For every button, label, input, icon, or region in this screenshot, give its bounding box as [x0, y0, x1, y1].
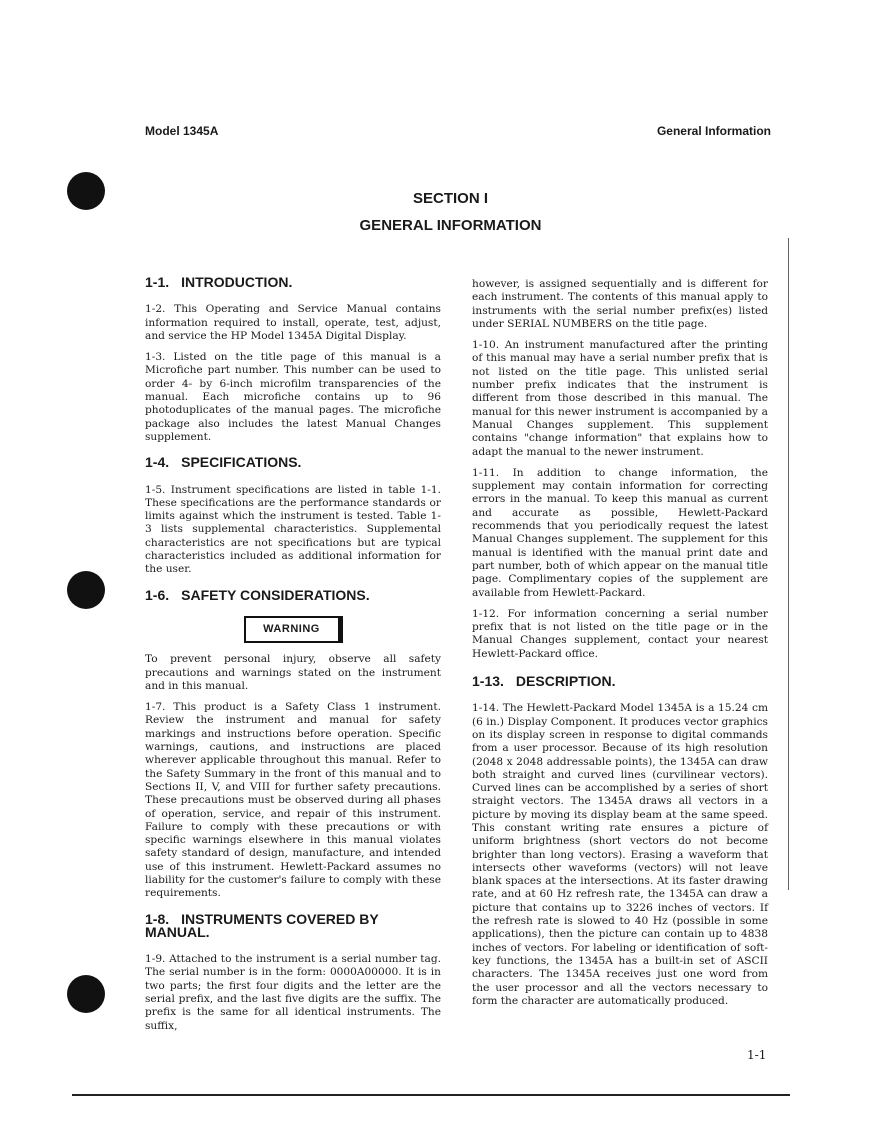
heading-specifications: 1-4. SPECIFICATIONS. [145, 454, 302, 471]
header-model: Model 1345A [145, 124, 219, 138]
page-number: 1-1 [747, 1048, 767, 1062]
right-column [472, 278, 768, 1016]
paragraph-1-5: 1-5. Instrument specifications are listed in table 1-1. These specifications are the performance standards or limits against which the instrument is tested. Table 1-3 lists supplemental characteristics. Supplemental characteristics are not specifications but are typical characteristics included as additional information for the user. [145, 483, 441, 576]
binder-hole-middle [67, 571, 105, 609]
paragraph-1-12: 1-12. For information concerning a serial number prefix that is not listed on the title page or in the Manual Changes supplement, contact your nearest Hewlett-Packard office. [472, 607, 768, 660]
header-section-name: General Information [656, 124, 771, 138]
paragraph-1-3: 1-3. Listed on the title page of this manual is a Microfiche part number. This number can be used to order 4- by 6-inch microfilm transparencies of the manual. Each microfiche contains up to 96 photoduplicates of the manual pages. The microfiche package also includes the latest Manual Changes supplement. [145, 351, 441, 443]
warning-text: To prevent personal injury, observe all safety precautions and warnings stated on the instrument and in this manual. [145, 653, 441, 692]
paragraph-1-14: 1-14. The Hewlett-Packard Model 1345A is a 15.24 cm (6 in.) Display Component. It produces vector graphics on its display screen in response to digital commands from a user processor. Because of its high resolution (2048 x 2048 addressable points), the 1345A can draw both straight and curved lines (curvilinear vectors). Curved lines can be accomplished by a series of short straight vectors. The 1345A draws all vectors in a picture by moving its display beam at the same speed. This constant writing rate ensures a picture of uniform brightness (short vectors do not become brighter than long vectors). Erasing a waveform that intersects other waveforms (vectors) will not leave blank spaces at the intersections. At its faster drawing rate, and at 60 Hz refresh rate, the 1345A can draw a picture that contains up to 3226 inches of vectors. If the refresh rate is slowed to 40 Hz (possible in some applications), then the picture can contain up to 4838 inches of vectors. For labeling or identification of soft-key functions, the 1345A has a built-in set of ASCII characters. The 1345A receives just one word from the user processor and all the vectors necessary to form the character are automatically produced. [472, 702, 768, 1007]
right-margin-rule [788, 238, 789, 890]
section-title: GENERAL INFORMATION [359, 217, 542, 234]
paragraph-1-10: 1-10. An instrument manufactured after the printing of this manual may have a serial number prefix that is not listed on the title page. This unlisted serial number prefix indicates that the instrument is different from those described in this manual. The manual for this newer instrument is accompanied by a Manual Changes supplement. This supplement contains "change information" that explains how to adapt the manual to the newer instrument. [472, 339, 768, 458]
left-column [145, 276, 441, 1041]
heading-instruments-covered: 1-8. INSTRUMENTS COVERED BY MANUAL. [145, 910, 379, 940]
heading-introduction: 1-1. INTRODUCTION. [145, 274, 293, 290]
paragraph-1-11: 1-11. In addition to change information, the supplement may contain information for correcting errors in the manual. To keep this manual as current and accurate as possible, Hewlett-Packard recommends that you periodically request the latest Manual Changes supplement. The supplement for this manual is identified with the manual print date and part number, both of which appear on the manual title page. Complimentary copies of the supplement are available from Hewlett-Packard. [472, 466, 768, 599]
paragraph-1-9-continued: however, is assigned sequentially and is different for each instrument. The contents of this manual apply to instruments with the serial number prefix(es) listed under SERIAL NUMBERS on the title page. [472, 278, 768, 330]
footer-rule [72, 1094, 790, 1096]
paragraph-1-7: 1-7. This product is a Safety Class 1 instrument. Review the instrument and manual for safety markings and instructions before operation. Specific warnings, cautions, and instructions are placed wherever applicable throughout this manual. Refer to the Safety Summary in the front of this manual and to Sections II, V, and VIII for further safety precautions. These precautions must be observed during all phases of operation, service, and repair of this instrument. Failure to comply with these precautions or with specific warnings elsewhere in this manual violates safety standard of design, manufacture, and intended use of this instrument. Hewlett-Packard assumes no liability for the customer's failure to comply with these requirements. [145, 701, 441, 900]
heading-safety-considerations: 1-6. SAFETY CONSIDERATIONS. [145, 586, 370, 603]
paragraph-1-9: 1-9. Attached to the instrument is a serial number tag. The serial number is in the form: 0000A00000. It is in two parts; the first four digits and the letter are the serial prefix, and the last five digits are the suffix. The prefix is the same for all identical instruments. The suffix, [145, 953, 441, 1032]
section-label: SECTION I [412, 190, 488, 207]
heading-description: 1-13. DESCRIPTION. [472, 673, 616, 690]
paragraph-1-2: 1-2. This Operating and Service Manual contains information required to install, operate, test, adjust, and service the HP Model 1345A Digital Display. [145, 303, 441, 342]
warning-label-box: WARNING [244, 616, 343, 643]
binder-hole-bottom [67, 975, 105, 1013]
